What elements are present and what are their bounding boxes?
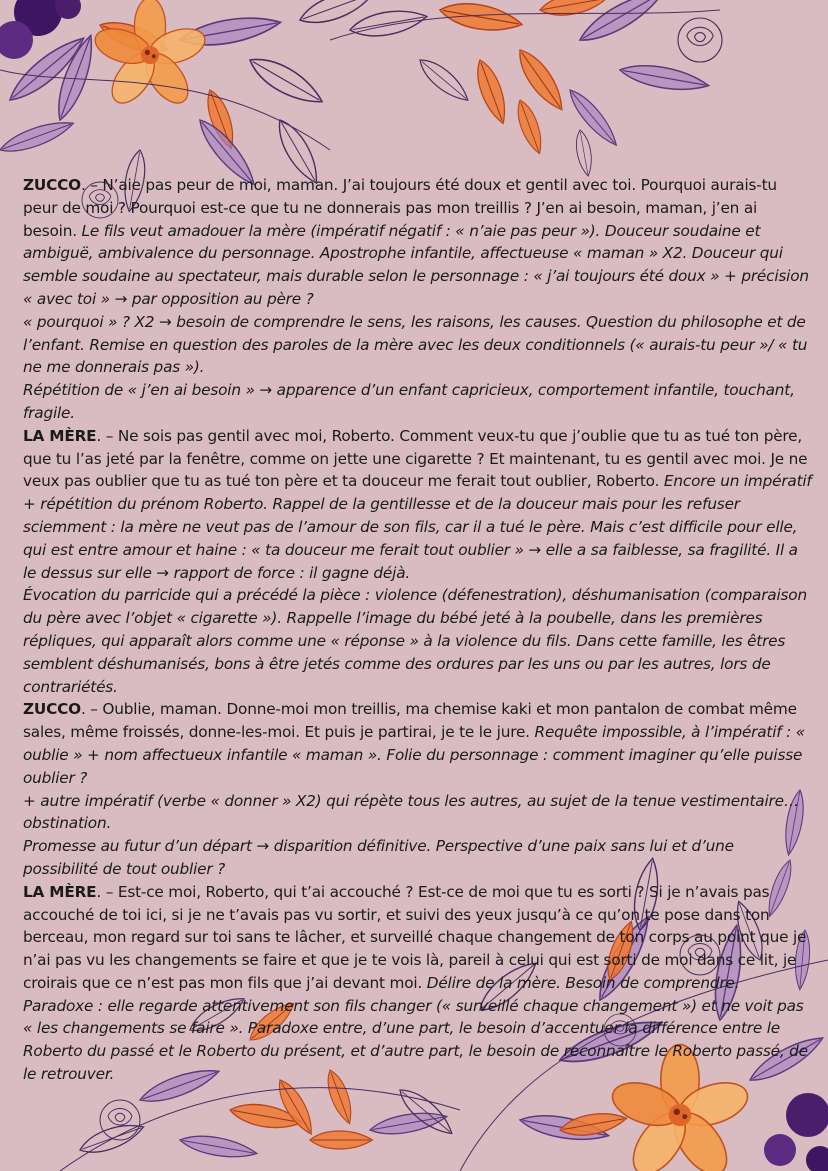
analysis-paragraph: + autre impératif (verbe « donner » X2) qui répète tous les autres, au sujet de la tenue vestimentaire… obstination. bbox=[23, 791, 799, 833]
speaker-name: LA MÈRE bbox=[23, 426, 97, 445]
analysis-text: Requête impossible, à l’impératif : « oublie » + nom affectueux infantile « maman ». Folie du personnage : comment imaginer qu’elle puisse oublier ? bbox=[23, 723, 805, 787]
speaker-name: ZUCCO bbox=[23, 700, 81, 719]
analysis-text: Délire de la mère. Besoin de comprendre. Paradoxe : elle regarde attentivement son fils changer (« surveillé chaque changement ») et ne voit pas « les changements se faire ». Paradoxe entre, d’une part, le besoin d’accentuer la différence entre le Roberto du passé et le Roberto du présent, et d’autre part, le besoin de reconnaître le Roberto passé, de le retrouver. bbox=[23, 973, 808, 1084]
dialogue-paragraph bbox=[23, 425, 813, 585]
analysis-paragraph: Évocation du parricide qui a précédé la pièce : violence (défenestration), déshumanisation (comparaison du père avec l’objet « cigarette »). Rappelle l’image du bébé jeté à la poubelle, dans les premières répliques, qui apparaît alors comme une « réponse » à la violence du fils. Dans cette famille, les êtres semblent déshumanisés, bons à être jetés comme des ordures par les uns ou par les autres, lors de contrariétés. bbox=[23, 586, 807, 696]
speaker-name: ZUCCO bbox=[23, 176, 81, 194]
analysis-paragraph: Répétition de « j’en ai besoin » → apparence d’un enfant capricieux, comportement infantile, touchant, fragile. bbox=[23, 381, 795, 422]
analysis-paragraph: Promesse au futur d’un départ → disparition définitive. Perspective d’une paix sans lui et d’une possibilité de tout oublier ? bbox=[23, 837, 734, 878]
speech-text: . – N’aie pas peur de moi, maman. J’ai toujours été doux et gentil avec toi. Pourquoi aurais-tu peur de moi ? Pourquoi est-ce que tu ne donnerais pas mon treillis ? J’en ai besoin, maman, j’en ai besoin. bbox=[23, 176, 777, 240]
speech-text: . – Oublie, maman. Donne-moi mon treillis, ma chemise kaki et mon pantalon de combat même sales, même froissés, donne-les-moi. Et puis je partirai, je te le jure. bbox=[23, 700, 797, 742]
analysis-text: Encore un impératif + répétition du prénom Roberto. Rappel de la gentillesse et de la douceur mais pour les refuser sciemment : la mère ne veut pas de l’amour de son fils, car il a tué le père. Mais c’est difficile pour elle, qui est entre amour et haine : « ta douceur me ferait tout oublier » → elle a sa faiblesse, sa fragilité. Il a le dessus sur elle → rapport de force : il gagne déjà. bbox=[23, 472, 812, 582]
speech-text: . – Ne sois pas gentil avec moi, Roberto. Comment veux-tu que j’oublie que tu as tué ton père, que tu l’as jeté par la fenêtre, comme on jette une cigarette ? Et maintenant, tu es gentil avec moi. Je ne veux pas oublier que tu as tué ton père et ta douceur me ferait tout oublier, Roberto. bbox=[23, 426, 808, 491]
dialogue-paragraph bbox=[23, 174, 813, 311]
dialogue-paragraph bbox=[23, 698, 813, 789]
document-body bbox=[23, 174, 813, 1086]
speech-text: . – Est-ce moi, Roberto, qui t’ai accouché ? Est-ce de moi que tu es sorti ? Si je n’avais pas accouché de toi ici, si je ne t’avais pas vu sortir, et suivi des yeux jusqu’à ce qu’on te pose dans ton berceau, mon regard sur toi sans te lâcher, et surveillé chaque changement de ton corps au point que je n’ai pas vu les changements se faire et que je te vois là, pareil à celui qui est sorti de moi dans ce lit, je croirais que ce n’est pas mon fils que j’ai devant moi. bbox=[23, 882, 807, 992]
dialogue-paragraph bbox=[23, 881, 813, 1086]
speaker-name: LA MÈRE bbox=[23, 882, 97, 901]
analysis-paragraph: « pourquoi » ? X2 → besoin de comprendre le sens, les raisons, les causes. Question du philosophe et de l’enfant. Remise en question des paroles de la mère avec les deux conditionnels (« aurais-tu peur »/ « tu ne me donnerais pas »). bbox=[23, 312, 808, 377]
analysis-text: Le fils veut amadouer la mère (impératif négatif : « n’aie pas peur »). Douceur soudaine et ambiguë, ambivalence du personnage. Apostrophe infantile, affectueuse « maman » X2. Douceur qui semble soudaine au spectateur, mais durable selon le personnage : « j’ai toujours été doux » + précision « avec toi » → par opposition au père ? bbox=[23, 221, 809, 308]
